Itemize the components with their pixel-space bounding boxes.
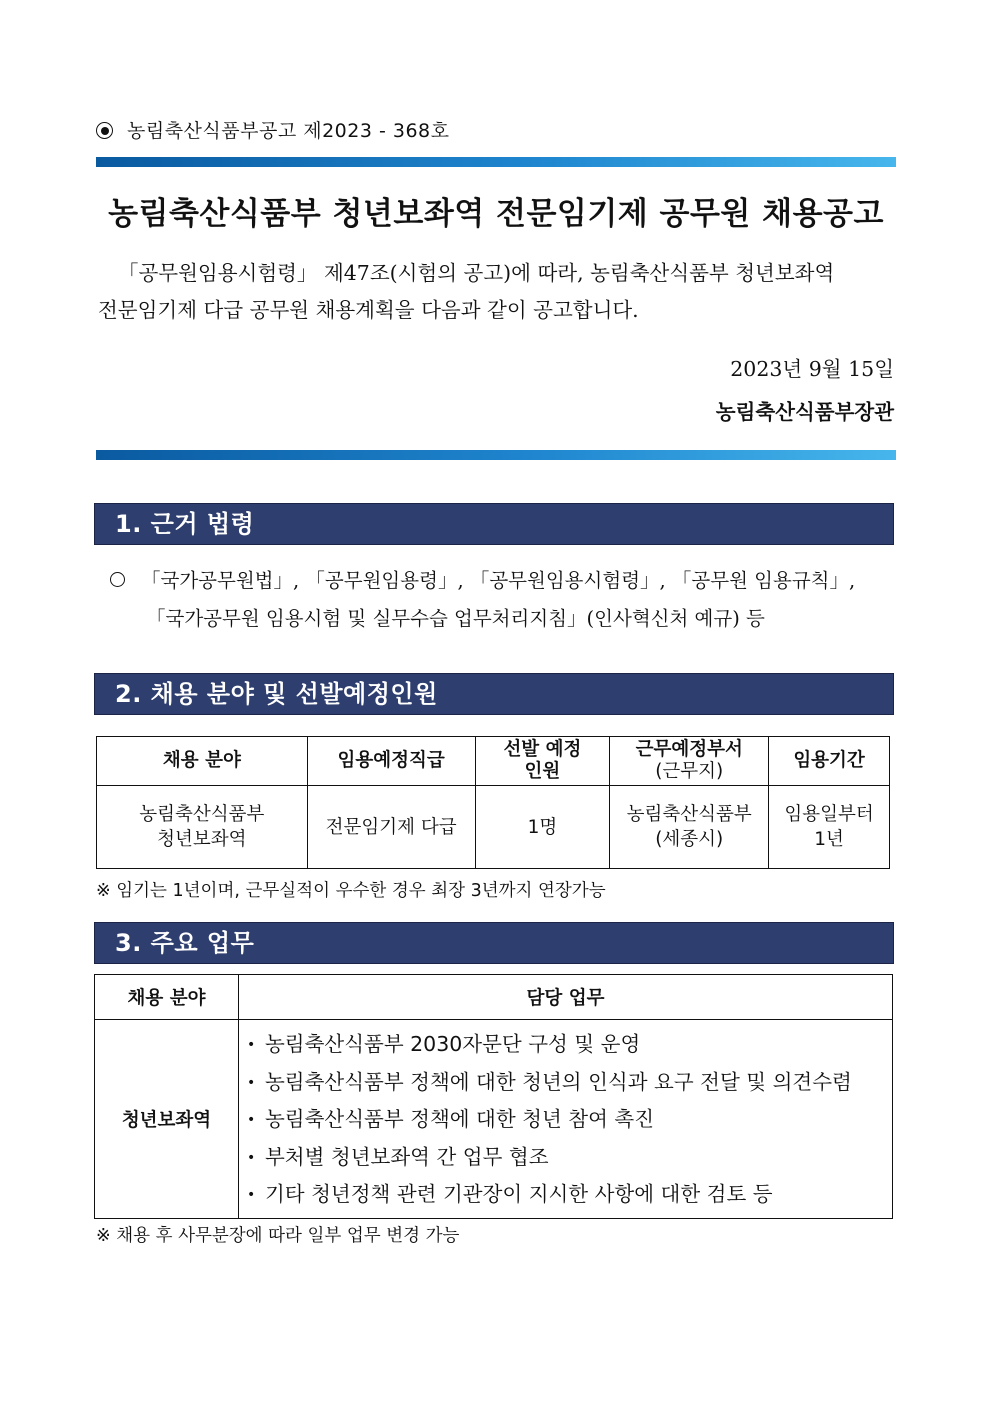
bullet-icon: • xyxy=(247,1112,256,1128)
col-header-count: 선발 예정 인원 xyxy=(475,737,610,786)
col-header-dept: 근무예정부서 (근무지) xyxy=(610,737,769,786)
cell-grade: 전문임기제 다급 xyxy=(307,786,475,869)
legal-basis-line-1: 「국가공무원법」, 「공무원임용령」, 「공무원임용시험령」, 「공무원 임용규칙」, xyxy=(110,562,894,600)
list-item: • 농림축산식품부 정책에 대한 청년의 인식과 요구 전달 및 의견수렴 xyxy=(247,1064,884,1102)
duties-list xyxy=(247,1026,884,1214)
bullet-icon: • xyxy=(247,1187,256,1203)
duties-note: ※ 채용 후 사무분장에 따라 일부 업무 변경 가능 xyxy=(96,1226,460,1246)
legal-basis-line-2: 「국가공무원 임용시험 및 실무수습 업무처리지침」(인사혁신처 예규) 등 xyxy=(146,607,765,630)
cell-field: 청년보좌역 xyxy=(95,1020,239,1219)
col-header-grade: 임용예정직급 xyxy=(307,737,475,786)
circle-bullet-icon xyxy=(110,572,125,587)
announcement-date: 2023년 9월 15일 xyxy=(730,357,894,381)
notice-number-text: 농림축산식품부공고 제2023 - 368호 xyxy=(127,120,450,142)
list-item: • 기타 청년정책 관련 기관장이 지시한 사항에 대한 검토 등 xyxy=(247,1176,884,1214)
intro-paragraph xyxy=(98,255,894,329)
page-title: 농림축산식품부 청년보좌역 전문임기제 공무원 채용공고 xyxy=(108,196,884,232)
table-header-row xyxy=(95,975,893,1020)
legal-basis-text xyxy=(110,562,894,638)
list-item: • 부처별 청년보좌역 간 업무 협조 xyxy=(247,1139,884,1177)
radio-bullet-icon xyxy=(96,122,113,139)
section-heading-legal-basis: 1. 근거 법령 xyxy=(94,503,894,545)
col-header-field: 채용 분야 xyxy=(97,737,308,786)
intro-line-1: 「공무원임용시험령」 제47조(시험의 공고)에 따라, 농림축산식품부 청년보좌역 xyxy=(118,261,835,285)
col-header-period: 임용기간 xyxy=(769,737,890,786)
intro-line-2: 전문임기제 다급 공무원 채용계획을 다음과 같이 공고합니다. xyxy=(98,298,639,322)
cell-duties xyxy=(239,1020,893,1219)
bottom-divider-bar xyxy=(96,450,896,460)
table-header-row xyxy=(97,737,890,786)
col-header-field: 채용 분야 xyxy=(95,975,239,1020)
recruitment-table xyxy=(96,736,890,869)
top-divider-bar xyxy=(96,157,896,167)
bullet-icon: • xyxy=(247,1074,256,1091)
cell-count: 1명 xyxy=(475,786,610,869)
term-note: ※ 임기는 1년이며, 근무실적이 우수한 경우 최장 3년까지 연장가능 xyxy=(96,881,606,901)
duties-table xyxy=(94,974,893,1219)
table-row xyxy=(97,786,890,869)
section-heading-recruitment: 2. 채용 분야 및 선발예정인원 xyxy=(94,673,894,715)
bullet-icon: • xyxy=(247,1037,256,1053)
list-item: • 농림축산식품부 정책에 대한 청년 참여 촉진 xyxy=(247,1101,884,1139)
notice-number xyxy=(96,116,450,143)
cell-dept: 농림축산식품부 (세종시) xyxy=(610,786,769,869)
cell-field: 농림축산식품부 청년보좌역 xyxy=(97,786,308,869)
col-header-duties: 담당 업무 xyxy=(239,975,893,1020)
table-row xyxy=(95,1020,893,1219)
list-item: • 농림축산식품부 2030자문단 구성 및 운영 xyxy=(247,1026,884,1064)
bullet-icon: • xyxy=(247,1149,256,1166)
cell-period: 임용일부터 1년 xyxy=(769,786,890,869)
section-heading-duties: 3. 주요 업무 xyxy=(94,922,894,964)
issuer-name: 농림축산식품부장관 xyxy=(715,400,894,424)
